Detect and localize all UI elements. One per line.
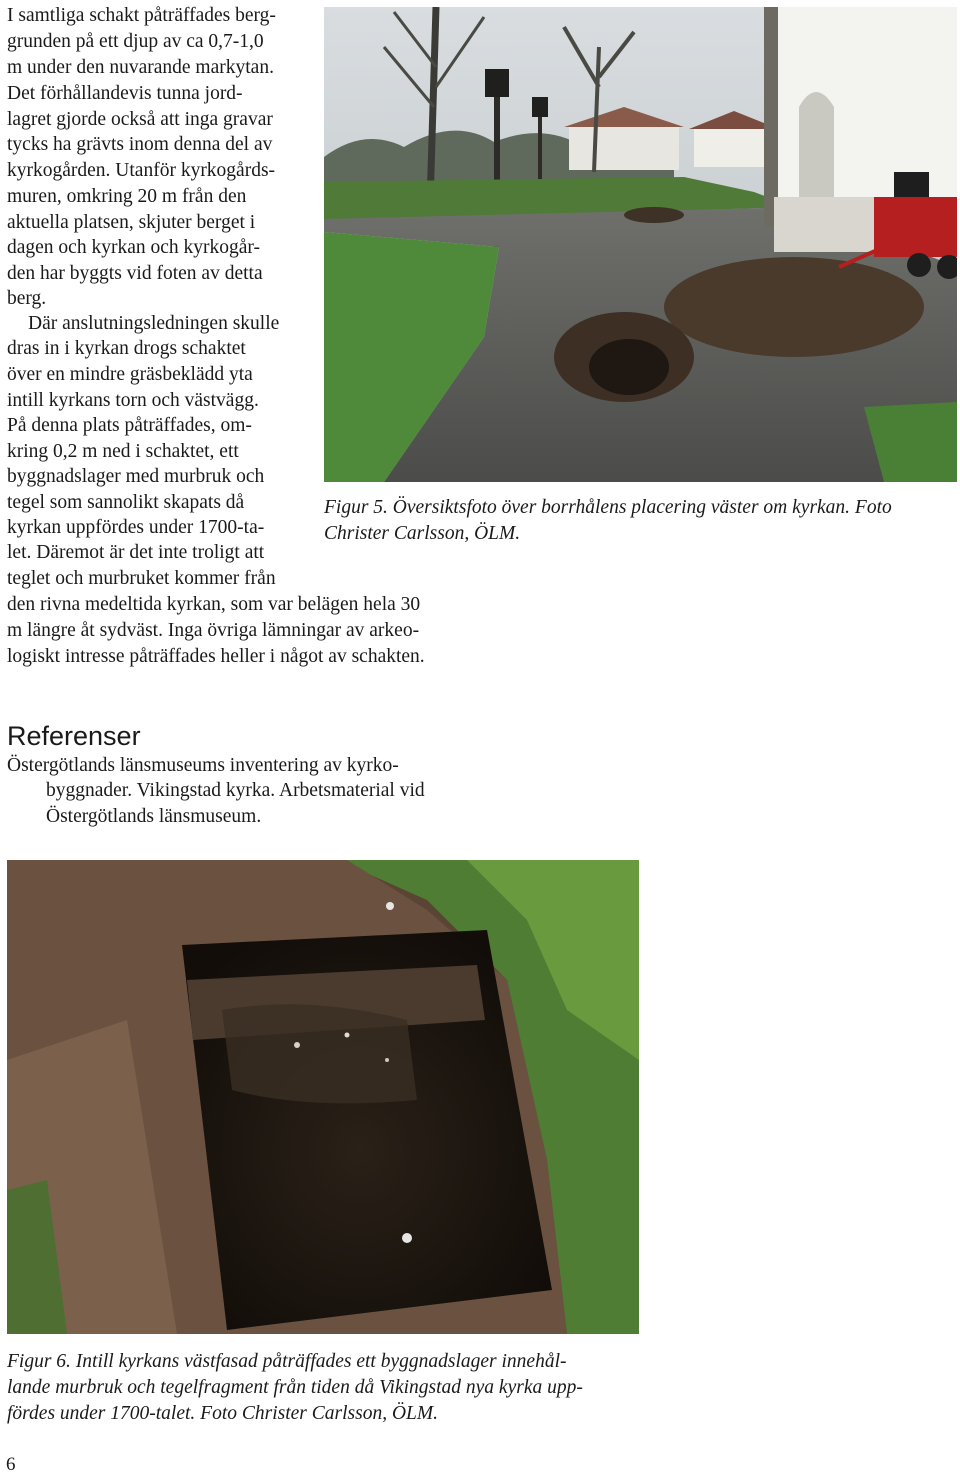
body-line: dras in i kyrkan drogs schaktet	[7, 338, 246, 359]
body-line: tycks ha grävts inom denna del av	[7, 134, 273, 155]
body-line: lagret gjorde också att inga gravar	[7, 109, 273, 130]
body-line: den har byggts vid foten av detta	[7, 263, 263, 284]
body-line: över en mindre gräsbeklädd yta	[7, 364, 253, 385]
figure-6-caption: lande murbruk och tegelfragment från tiden då Vikingstad nya kyrka upp-	[7, 1377, 583, 1398]
page-number: 6	[6, 1454, 16, 1475]
body-line: den rivna medeltida kyrkan, som var belägen hela 30	[7, 594, 421, 615]
body-line: berg.	[7, 288, 47, 309]
body-line: Det förhållandevis tunna jord-	[7, 83, 243, 104]
body-line: let. Däremot är det inte troligt att	[7, 542, 265, 563]
body-line: kring 0,2 m ned i schaktet, ett	[7, 441, 239, 462]
figure-6-photo	[7, 860, 639, 1334]
body-line: intill kyrkans torn och västvägg.	[7, 390, 259, 411]
body-line: I samtliga schakt påträffades berg-	[7, 5, 276, 26]
body-line: teglet och murbruket kommer från	[7, 568, 276, 589]
figure-5-photo	[324, 7, 957, 482]
body-line: tegel som sannolikt skapats då	[7, 492, 245, 513]
body-line: logiskt intresse påträffades heller i något av schakten.	[7, 646, 425, 667]
body-line: Där anslutningsledningen skulle	[28, 313, 280, 334]
body-line: byggnadslager med murbruk och	[7, 466, 265, 487]
body-line: m under den nuvarande markytan.	[7, 57, 274, 78]
body-line: muren, omkring 20 m från den	[7, 186, 247, 207]
body-line: dagen och kyrkan och kyrkogår-	[7, 237, 261, 258]
reference-line: Östergötlands länsmuseums inventering av kyrko-	[7, 755, 399, 776]
reference-line: Östergötlands länsmuseum.	[46, 806, 262, 827]
references-heading: Referenser	[7, 721, 141, 751]
figure-6-caption: fördes under 1700-talet. Foto Christer Carlsson, ÖLM.	[7, 1403, 438, 1424]
reference-line: byggnader. Vikingstad kyrka. Arbetsmaterial vid	[46, 780, 425, 801]
body-line: kyrkan uppfördes under 1700-ta-	[7, 517, 265, 538]
body-line: På denna plats påträffades, om-	[7, 415, 252, 436]
body-line: aktuella platsen, skjuter berget i	[7, 212, 256, 233]
figure-6-caption: Figur 6. Intill kyrkans västfasad påträffades ett byggnadslager innehål-	[7, 1351, 567, 1372]
body-line: m längre åt sydväst. Inga övriga lämningar av arkeo-	[7, 620, 420, 641]
body-line: grunden på ett djup av ca 0,7-1,0	[7, 31, 264, 52]
figure-5-caption: Christer Carlsson, ÖLM.	[324, 523, 521, 544]
figure-5-caption: Figur 5. Översiktsfoto över borrhålens placering väster om kyrkan. Foto	[324, 497, 892, 518]
body-line: kyrkogården. Utanför kyrkogårds-	[7, 160, 276, 181]
